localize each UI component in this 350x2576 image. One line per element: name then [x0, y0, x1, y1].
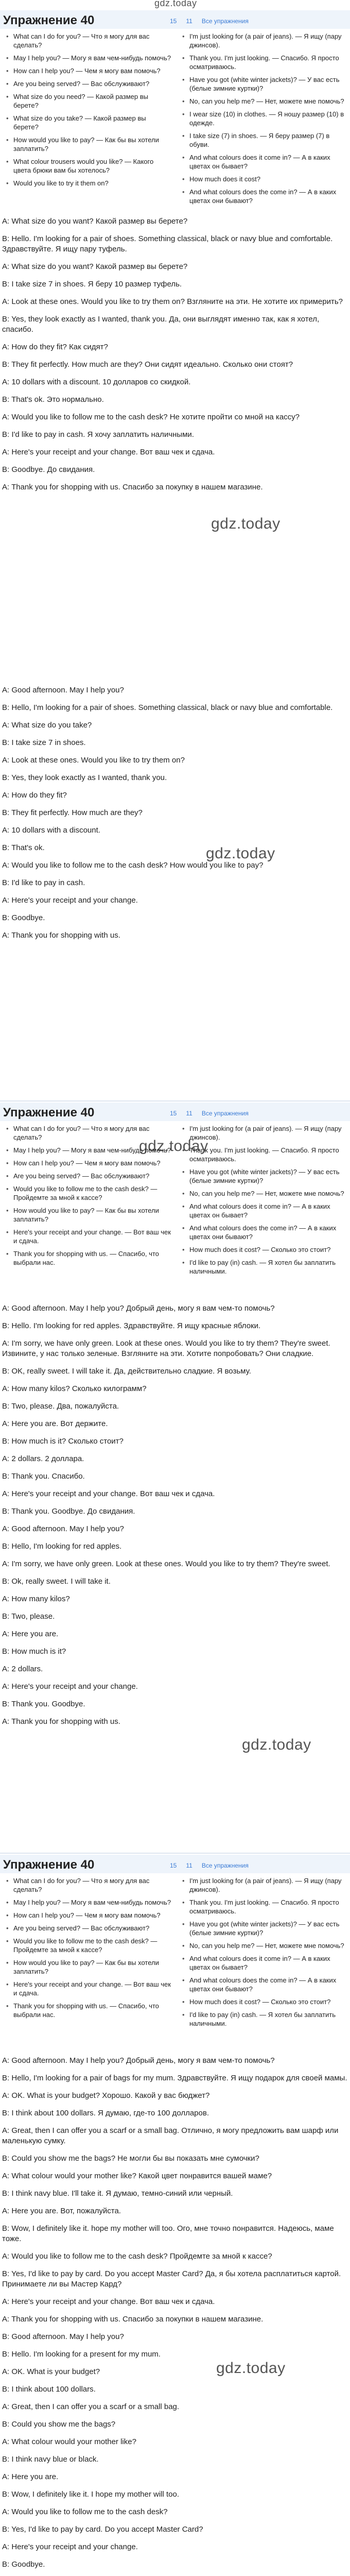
phrase-item: • How would you like to pay? — Как бы вы хотели заплатить? [2, 1958, 172, 1976]
answer-line: A: What size do you want? Какой размер вы берете? [2, 262, 188, 271]
phrase-item: • May I help you? — Могу я вам чем-нибудь помочь? [2, 1146, 172, 1155]
answer-line: B: They fit perfectly. How much are they? [2, 808, 143, 817]
phrase-item: • Thank you. I'm just looking. — Спасибо. Я просто осматриваюсь. [178, 54, 348, 71]
answer-line: B: Two, please. [2, 1612, 55, 1621]
answer-line: B: Hello. I'm looking for red apples. Здравствуйте. Я ищу красные яблоки. [2, 1321, 261, 1330]
phrase-item: • Have you got (white winter jackets)? — У вас есть (белые зимние куртки)? [178, 75, 348, 93]
phrase-col-right [178, 1124, 348, 1280]
answer-line: B: Ok, really sweet. I will take it. [2, 1577, 111, 1586]
phrase-item: • What size do you take? — Какой размер вы берете? [2, 114, 172, 131]
answer-line: B: Yes, I'd like to pay by card. Do you accept Master Card? Да, я бы хотела расплатиться картой. Принимаете ли вы Мастер Кард? [2, 2269, 341, 2289]
phrase-item: • What can I do for you? — Что я могу для вас сделать? [2, 1876, 172, 1894]
answer-line: B: That's ok. Это нормально. [2, 395, 104, 404]
answer-line: A: Thank you for shopping with us. [2, 931, 120, 940]
phrase-item: • What can I do for you? — Что я могу для вас сделать? [2, 1124, 172, 1142]
answer-line: A: What size do you take? [2, 721, 92, 730]
phrase-item: • How much does it cost? — Сколько это стоит? [178, 1997, 348, 2006]
answer-line: A: Here's your receipt and your change. [2, 2543, 138, 2551]
phrase-col-right [178, 1876, 348, 2032]
phrase-item: • No, can you help me? — Нет, можете мне помочь? [178, 1189, 348, 1198]
phrase-item: • Would you like to follow me to the cash desk? — Пройдемте за мной к кассе? [2, 1937, 172, 1954]
phrase-item: • Thank you. I'm just looking. — Спасибо. Я просто осматриваюсь. [178, 1898, 348, 1916]
phrase-item: • Would you like to try it them on? [2, 179, 172, 188]
phrase-item: • I'd like to pay (in) cash. — Я хотел бы заплатить наличными. [178, 2010, 348, 2028]
phrase-item: • And what colours does the come in? — А в каких цветах они бывают? [178, 188, 348, 205]
phrase-item: • I'm just looking for (a pair of jeans). — Я ищу (пару джинсов). [178, 32, 348, 49]
phrase-item: • Thank you for shopping with us. — Спасибо, что выбрали нас. [2, 1249, 172, 1267]
watermark: gdz.today [139, 1138, 208, 1155]
answer-line: B: Yes, they look exactly as I wanted, thank you. Да, они выглядят именно так, как я хотел, спасибо. [2, 315, 320, 334]
meta-num: 15 [170, 1862, 177, 1869]
answer-line: B: OK, really sweet. I will take it. Да, действительно сладкие. Я возьму. [2, 1367, 251, 1376]
answer-line: A: Here's your receipt and your change. Вот ваш чек и сдача. [2, 1489, 215, 1498]
phrase-item: • No, can you help me? — Нет, можете мне помочь? [178, 1941, 348, 1950]
phrase-item: • What can I do for you? — Что я могу для вас сделать? [2, 32, 172, 49]
answer-line: B: Wow, I definitely like it. hope my mother will too. Ого, мне точно понравится. Надеюсь, маме тоже. [2, 2224, 334, 2243]
watermark: gdz.today [242, 1736, 311, 1753]
phrase-item: • Thank you for shopping with us. — Спасибо, что выбрали нас. [2, 2002, 172, 2019]
section-title: Упражнение 40 [3, 1858, 95, 1872]
answer-line: A: 10 dollars with a discount. [2, 826, 100, 835]
phrase-col-left [2, 32, 172, 192]
section-1-header [0, 10, 350, 31]
answer-line: B: Thank you. Спасибо. [2, 1472, 85, 1481]
answer-line: B: Thank you. Goodbye. До свидания. [2, 1507, 135, 1516]
phrase-item: • Are you being served? — Вас обслуживают? [2, 1924, 172, 1933]
divider [0, 1100, 350, 1101]
phrase-item: • How can I help you? — Чем я могу вам помочь? [2, 1911, 172, 1920]
phrase-item: • How would you like to pay? — Как бы вы хотели заплатить? [2, 135, 172, 153]
phrase-item: • And what colours does it come in? — А в каких цветах он бывает? [178, 1954, 348, 1972]
phrase-item: • And what colours does it come in? — А в каких цветах он бывает? [178, 1202, 348, 1219]
answer-line: B: Goodbye. [2, 913, 45, 922]
phrase-col-left [2, 1124, 172, 1271]
phrase-item: • I take size (7) in shoes. — Я беру размер (7) в обуви. [178, 131, 348, 149]
watermark: gdz.today [206, 845, 275, 862]
answer-line: A: I'm sorry, we have only green. Look at these ones. Would you like to try them? They're sweet. Извините, у нас только зеленые. Взгляните на эти. Хотите попробовать? Они сладкие. [2, 1339, 330, 1358]
answer-line: A: 10 dollars with a discount. 10 долларов со скидкой. [2, 378, 191, 386]
answer-line: B: Wow, I definitely like it. I hope my mother will too. [2, 2490, 180, 2499]
phrase-item: • How can I help you? — Чем я могу вам помочь? [2, 66, 172, 75]
meta-num: 11 [186, 18, 192, 25]
answer-line: A: Great, then I can offer you a scarf or a small bag. [2, 2402, 180, 2411]
all-exercises-link[interactable]: Все упражнения [201, 1862, 249, 1869]
phrase-item: • May I help you? — Могу я вам чем-нибудь помочь? [2, 54, 172, 62]
phrase-item: • Would you like to follow me to the cash desk? — Пройдемте за мной к кассе? [2, 1184, 172, 1202]
answer-line: B: I'd like to pay in cash. [2, 878, 85, 887]
phrase-item: • Thank you. I'm just looking. — Спасибо. Я просто осматриваюсь. [178, 1146, 348, 1163]
phrase-col-right [178, 32, 348, 209]
answer-line: B: How much is it? Сколько стоит? [2, 1437, 124, 1446]
answer-line: A: Thank you for shopping with us. Спасибо за покупку в нашем магазине. [2, 483, 263, 492]
phrase-item: • I'd like to pay (in) cash. — Я хотел бы заплатить наличными. [178, 1258, 348, 1276]
answer-line: A: Thank you for shopping with us. [2, 1717, 120, 1726]
phrase-item: • May I help you? — Могу я вам чем-нибудь помочь? [2, 1898, 172, 1907]
answers-list [2, 216, 348, 500]
phrase-item: • Have you got (white winter jackets)? — У вас есть (белые зимние куртки)? [178, 1920, 348, 1937]
phrase-item: • No, can you help me? — Нет, можете мне помочь? [178, 97, 348, 106]
watermark: gdz.today [211, 515, 281, 532]
answer-line: A: Good afternoon. May I help you? Добрый день, могу я вам чем-то помочь? [2, 1304, 275, 1313]
phrase-item: • Are you being served? — Вас обслуживают? [2, 1172, 172, 1180]
answer-line: A: What colour would your mother like? [2, 2437, 136, 2446]
answer-line: B: I take size 7 in shoes. [2, 738, 86, 747]
answer-line: A: How do they fit? [2, 791, 67, 800]
answer-line: A: What colour would your mother like? Какой цвет понравится вашей маме? [2, 2172, 272, 2180]
phrase-item: • And what colours does it come in? — А в каких цветах он бывает? [178, 153, 348, 171]
meta-num: 11 [186, 1862, 192, 1869]
answer-line: A: Good afternoon. May I help you? [2, 686, 124, 694]
answer-line: B: I think navy blue. I'll take it. Я думаю, темно-синий или черный. [2, 2189, 233, 2198]
section-title: Упражнение 40 [3, 1106, 95, 1120]
section-meta [170, 1862, 249, 1869]
answers-list [2, 1303, 348, 1734]
answer-line: A: How many kilos? [2, 1595, 70, 1603]
phrase-item: • Are you being served? — Вас обслуживают? [2, 79, 172, 88]
phrase-item: • How much does it cost? — Сколько это стоит? [178, 1245, 348, 1254]
answer-line: B: Yes, I'd like to pay by card. Do you accept Master Card? [2, 2525, 203, 2534]
answer-line: B: Goodbye. До свидания. [2, 465, 95, 474]
section-meta [170, 1110, 249, 1117]
phrase-item: • And what colours does the come in? — А в каких цветах они бывают? [178, 1224, 348, 1241]
phrase-item: • I wear size (10) in clothes. — Я ношу размер (10) в одежде. [178, 110, 348, 127]
answer-line: B: Goodbye. [2, 2560, 45, 2569]
watermark: gdz.today [154, 0, 197, 8]
answer-line: A: OK. What is your budget? Хорошо. Какой у вас бюджет? [2, 2091, 210, 2100]
all-exercises-link[interactable]: Все упражнения [201, 18, 249, 25]
section-title: Упражнение 40 [3, 13, 95, 27]
phrase-grid [2, 32, 348, 207]
answer-line: A: Here's your receipt and your change. [2, 896, 138, 905]
phrase-grid [2, 1124, 348, 1294]
answer-line: B: I'd like to pay in cash. Я хочу заплатить наличными. [2, 430, 194, 439]
answer-line: B: Thank you. Goodbye. [2, 1700, 85, 1708]
answer-line: B: I think navy blue or black. [2, 2455, 99, 2464]
answer-line: A: Here's your receipt and your change. [2, 1682, 138, 1691]
answer-line: B: Yes, they look exactly as I wanted, thank you. [2, 773, 167, 782]
answer-line: B: Hello. I'm looking for a present for my mum. [2, 2350, 161, 2359]
answer-line: A: Would you like to follow me to the cash desk? How would you like to pay? [2, 861, 264, 870]
phrase-item: • What size do you need? — Какой размер вы берете? [2, 92, 172, 110]
meta-num: 15 [170, 18, 177, 25]
phrase-item: • I'm just looking for (a pair of jeans). — Я ищу (пару джинсов). [178, 1124, 348, 1142]
section-meta [170, 18, 249, 25]
phrase-item: • How can I help you? — Чем я могу вам помочь? [2, 1159, 172, 1167]
section-4-header [0, 1855, 350, 1875]
answer-line: A: How many kilos? Сколько килограмм? [2, 1384, 147, 1393]
answer-line: A: Here you are. [2, 1630, 59, 1638]
answer-line: B: Could you show me the bags? Не могли бы вы показать мне сумочки? [2, 2154, 259, 2163]
answer-line: A: Here you are. Вот, пожалуйста. [2, 2207, 121, 2215]
answer-line: B: Two, please. Два, пожалуйста. [2, 1402, 119, 1411]
answer-line: B: That's ok. [2, 843, 45, 852]
answer-line: A: 2 dollars. 2 доллара. [2, 1454, 84, 1463]
answer-line: B: Hello, I'm looking for a pair of shoes. Something classical, black or navy blue and comfortable. [2, 703, 333, 712]
divider [0, 1853, 350, 1854]
answer-line: A: Look at these ones. Would you like to try them on? [2, 756, 185, 765]
phrase-item: • And what colours does the come in? — А в каких цветах они бывают? [178, 1976, 348, 1993]
answer-line: B: They fit perfectly. How much are they? Они сидят идеально. Сколько они стоят? [2, 360, 293, 369]
answer-line: B: I take size 7 in shoes. Я беру 10 размер туфель. [2, 280, 182, 289]
answer-line: A: 2 dollars. [2, 1665, 43, 1673]
answer-line: A: I'm sorry, we have only green. Look at these ones. Would you like to try them? They're sweet. [2, 1560, 330, 1568]
answer-line: B: Hello, I'm looking for a pair of bags for my mum. Здравствуйте. Я ищу подарок для своей мамы. [2, 2074, 347, 2082]
answer-line: A: Here's your receipt and your change. Вот ваш чек и сдача. [2, 448, 215, 456]
phrase-item: • What colour trousers would you like? — Какого цвета брюки вам бы хотелось? [2, 157, 172, 175]
answers-list [2, 685, 348, 948]
answer-line: A: Good afternoon. May I help you? Добрый день, могу я вам чем-то помочь? [2, 2056, 275, 2065]
answer-line: A: Great, then I can offer you a scarf or a small bag. Отлично, я могу предложить вам шарф или маленькую сумку. [2, 2126, 339, 2145]
phrase-item: • How would you like to pay? — Как бы вы хотели заплатить? [2, 1206, 172, 1224]
answer-line: A: Here you are. Вот держите. [2, 1419, 108, 1428]
meta-num: 11 [186, 1110, 192, 1117]
answer-line: A: Thank you for shopping with us. Спасибо за покупки в нашем магазине. [2, 2315, 264, 2324]
answer-line: B: Could you show me the bags? [2, 2420, 116, 2429]
answers-list [2, 2056, 348, 2576]
phrase-item: • Here's your receipt and your change. — Вот ваш чек и сдача. [2, 1228, 172, 1245]
section-3-header [0, 1103, 350, 1123]
answer-line: A: Would you like to follow me to the cash desk? [2, 2507, 168, 2516]
phrase-item: • Have you got (white winter jackets)? — У вас есть (белые зимние куртки)? [178, 1167, 348, 1185]
phrase-col-left [2, 1876, 172, 2023]
answer-line: B: Hello. I'm looking for a pair of shoes. Something classical, black or navy blue and comfortable. Здравствуйте. Я ищу пару туфель. [2, 234, 333, 253]
answer-line: B: How much is it? [2, 1647, 66, 1656]
answer-line: A: Good afternoon. May I help you? [2, 1524, 124, 1533]
answer-line: A: Would you like to follow me to the cash desk? Не хотите пройти со мной на кассу? [2, 413, 300, 421]
phrase-item: • How much does it cost? [178, 175, 348, 183]
watermark: gdz.today [216, 2360, 286, 2377]
answer-line: A: Here's your receipt and your change. Вот ваш чек и сдача. [2, 2297, 215, 2306]
answer-line: B: Hello, I'm looking for red apples. [2, 1542, 122, 1551]
answer-line: A: Would you like to follow me to the cash desk? Пройдемте за мной к кассе? [2, 2252, 272, 2261]
phrase-item: • I'm just looking for (a pair of jeans). — Я ищу (пару джинсов). [178, 1876, 348, 1894]
answer-line: A: OK. What is your budget? [2, 2367, 100, 2376]
answer-line: A: Here you are. [2, 2472, 59, 2481]
answer-line: A: Look at these ones. Would you like to try them on? Взгляните на эти. Не хотите их примерить? [2, 297, 343, 306]
answer-line: A: How do they fit? Как сидят? [2, 343, 108, 351]
answer-line: B: I think about 100 dollars. [2, 2385, 96, 2394]
answer-line: B: Good afternoon. May I help you? [2, 2332, 124, 2341]
meta-num: 15 [170, 1110, 177, 1117]
all-exercises-link[interactable]: Все упражнения [201, 1110, 249, 1117]
phrase-item: • Here's your receipt and your change. — Вот ваш чек и сдача. [2, 1980, 172, 1997]
answer-line: A: What size do you want? Какой размер вы берете? [2, 217, 188, 226]
answer-line: B: I think about 100 dollars. Я думаю, где-то 100 долларов. [2, 2109, 209, 2117]
phrase-grid [2, 1876, 348, 2046]
